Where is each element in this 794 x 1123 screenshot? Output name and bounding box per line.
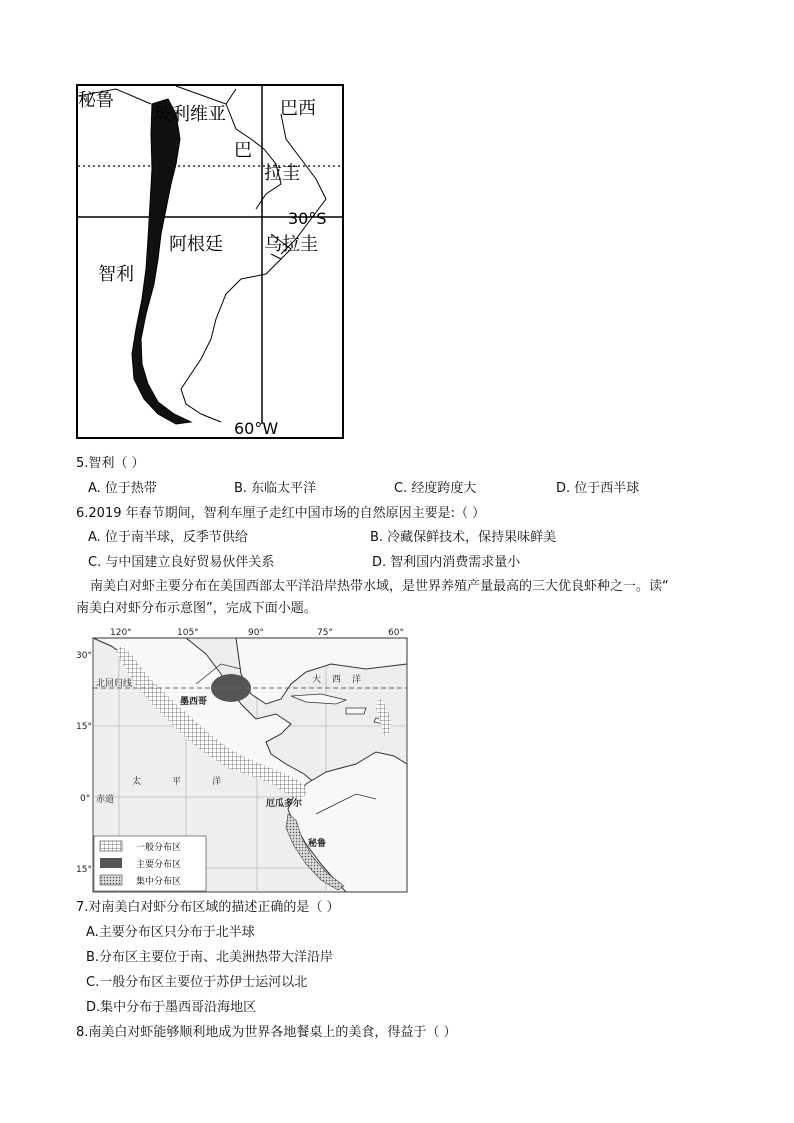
passage-line-1: 南美白对虾主要分布在美国西部太平洋沿岸热带水域，是世界养殖产量最高的三大优良虾种之一。读“	[90, 579, 669, 594]
lon-label-105: 105°	[177, 628, 199, 638]
q5-option-d[interactable]: D. 位于西半球	[556, 481, 640, 496]
q7-option-d[interactable]: D.集中分布于墨西哥沿海地区	[86, 1000, 257, 1015]
map2-legend	[94, 836, 206, 891]
lat-label-15s: 15°	[76, 865, 92, 875]
label-brazil: 巴西	[280, 98, 316, 119]
question-5-stem: 5.智利（ ）	[76, 456, 145, 471]
lat-label-30: 30°	[76, 651, 92, 661]
label-30s: 30°S	[288, 209, 327, 228]
label-60w: 60°W	[234, 419, 279, 438]
shrimp-distribution-map	[76, 624, 410, 894]
label-paraguay-1: 巴	[234, 140, 252, 161]
q7-option-c[interactable]: C.一般分布区主要位于苏伊士运河以北	[86, 975, 308, 990]
label-tropic: 北回归线	[96, 679, 133, 689]
legend-general: 一般分布区	[136, 843, 182, 853]
q5-option-b[interactable]: B. 东临太平洋	[234, 481, 317, 496]
question-6-stem: 6.2019 年春节期间，智利车厘子走红中国市场的自然原因主要是:（ ）	[76, 506, 486, 521]
label-pacific-2: 平	[172, 777, 182, 787]
label-peru-2: 秘鲁	[308, 839, 327, 849]
label-pacific-3: 洋	[212, 777, 222, 787]
chile-map	[76, 84, 344, 439]
q6-option-b[interactable]: B. 冷藏保鲜技术，保持果味鲜美	[370, 530, 557, 545]
passage-line-2: 南美白对虾分布示意图”，完成下面小题。	[76, 601, 317, 616]
label-equator: 赤道	[96, 795, 115, 805]
q5-option-a[interactable]: A. 位于热带	[88, 481, 157, 496]
label-bolivia: 玻利维亚	[154, 104, 226, 125]
label-atlantic-2: 西	[332, 675, 342, 685]
question-7-stem: 7.对南美白对虾分布区域的描述正确的是（ ）	[76, 900, 340, 915]
q6-option-a[interactable]: A. 位于南半球，反季节供给	[88, 530, 248, 545]
label-chile: 智利	[98, 264, 134, 285]
passage	[76, 576, 786, 620]
q7-option-b[interactable]: B.分布区主要位于南、北美洲热带大洋沿岸	[86, 950, 334, 965]
label-atlantic-1: 大	[312, 675, 322, 685]
q5-option-c[interactable]: C. 经度跨度大	[394, 481, 477, 496]
lat-label-0: 0°	[80, 794, 91, 804]
q7-option-a[interactable]: A.主要分布区只分布于北半球	[86, 925, 255, 940]
lon-label-60: 60°	[388, 628, 404, 638]
label-ecuador: 厄瓜多尔	[266, 799, 303, 809]
q6-option-d[interactable]: D. 智利国内消费需求量小	[372, 555, 521, 570]
label-pacific-1: 太	[132, 777, 142, 787]
label-uruguay: 乌拉圭	[264, 234, 318, 255]
lat-label-15n: 15°	[76, 722, 92, 732]
lon-label-90: 90°	[248, 628, 264, 638]
legend-swatch-main	[100, 858, 122, 868]
lon-label-75: 75°	[317, 628, 333, 638]
question-8-stem: 8.南美白对虾能够顺利地成为世界各地餐桌上的美食，得益于（ ）	[76, 1025, 457, 1040]
map-frame	[77, 85, 343, 438]
label-peru: 秘鲁	[78, 90, 114, 111]
legend-main: 主要分布区	[136, 860, 182, 870]
legend-concentrated: 集中分布区	[136, 877, 182, 887]
label-mexico: 墨西哥	[180, 697, 208, 707]
label-atlantic-3: 洋	[352, 675, 362, 685]
legend-swatch-concentrated	[100, 875, 122, 885]
lon-label-120: 120°	[110, 628, 132, 638]
label-argentina: 阿根廷	[169, 234, 223, 255]
label-paraguay-2: 拉圭	[264, 163, 300, 184]
legend-swatch-general	[100, 841, 122, 851]
q6-option-c[interactable]: C. 与中国建立良好贸易伙伴关系	[88, 555, 275, 570]
